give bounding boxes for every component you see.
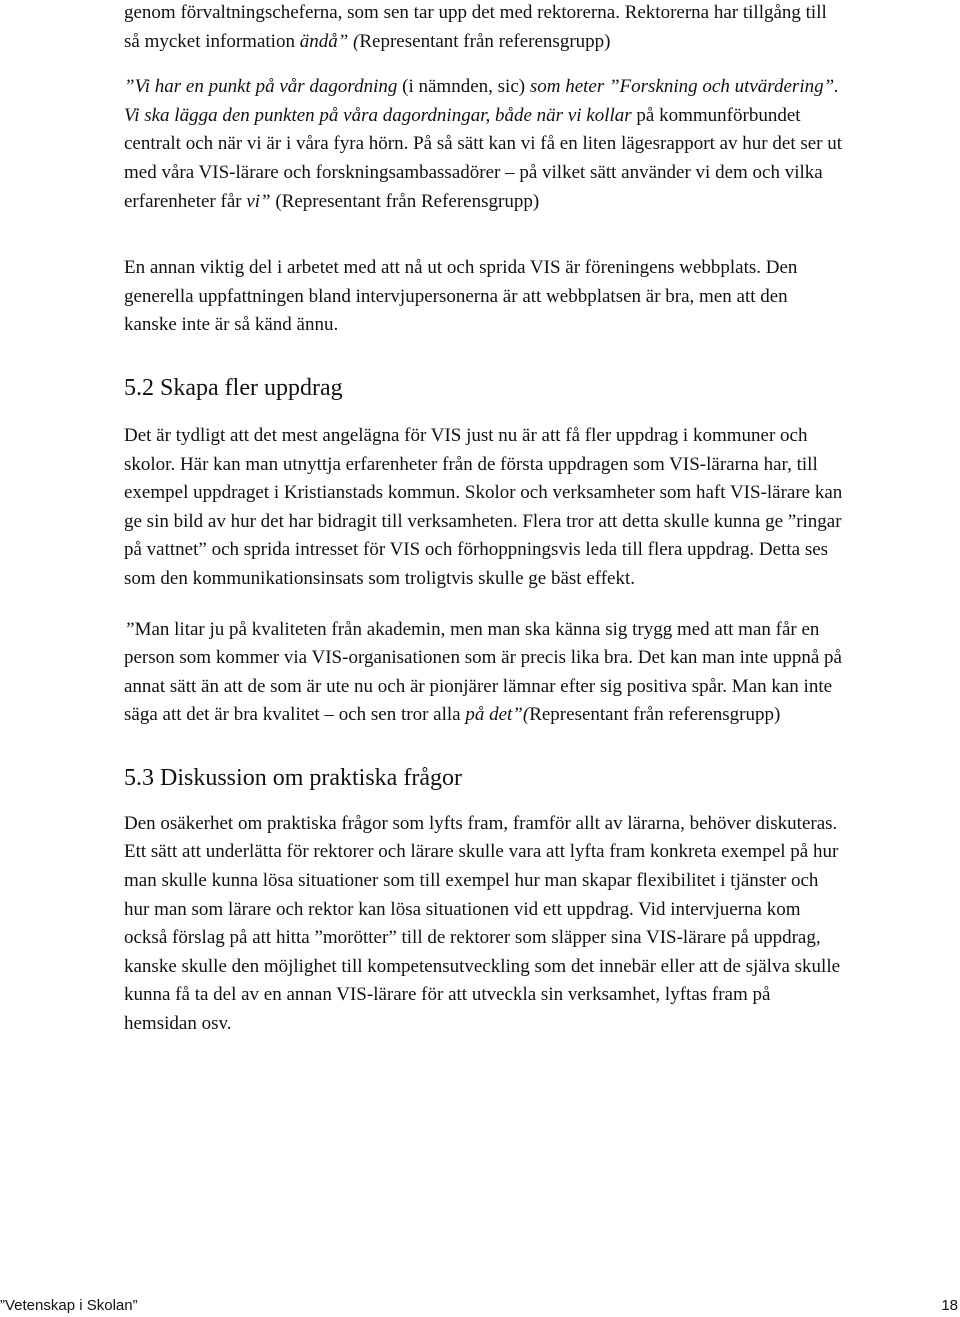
quote-1-source: (Representant från Referensgrupp) [270,190,540,212]
quote-1-italic-b: som heter ”Forskning och utvärdering”. Vi ska lägga den punkten på våra dagordningar, både när vi kollar [124,76,839,126]
quote-paragraph-1 [124,73,844,216]
paragraph-praktiska: Den osäkerhet om praktiska frågor som lyfts fram, framför allt av lärarna, behöver diskuteras. Ett sätt att underlätta för rektorer och lärare skulle vara att lyfta fram konkreta exempel på hur man skulle kunna lösa situationer som till exempel hur man skapar flexibilitet i tjänster och hur man som lärare och rektor kan lösa situationen vid ett uppdrag. Vid intervjuerna kom också förslag på att hitta ”morötter” till de rektorer som släpper sina VIS-lärare på uppdrag, kanske skulle den möjlighet till kompetensutveckling som det innebär eller att de själva skulle kunna få ta del av en annan VIS-lärare för att utveckla sin verksamhet, lyftas fram på hemsidan osv. [124,812,841,1035]
quote-paragraph-2 [124,616,844,730]
quote-2-italic: på det”( [465,704,530,726]
footer-title: ”Vetenskap i Skolan” [0,1297,138,1314]
paragraph-1-italic: ändå” [299,30,349,52]
quote-1-italic-c: vi” [246,190,271,212]
quote-2-source: Representant från referensgrupp) [529,704,781,726]
quote-1-aside: (i nämnden, sic) [397,76,530,98]
quote-1-text: på kommunförbundet centralt och när vi är i våra fyra hörn. På så sätt kan vi få en liten lägesrapport av hur det ser ut med våra VIS-lärare och forskningsambassadörer – på vilket sätt använder vi dem och vilka erfarenheter får [124,104,843,212]
section-heading-5-2: 5.2 Skapa fler uppdrag [124,374,343,401]
quote-2-text: Man litar ju på kvaliteten från akademin, men man ska känna sig trygg med att man får en person som kommer via VIS-organisationen som är precis lika bra. Det kan man inte uppnå på annat sätt än att de som är ute nu och är pionjärer lämnar efter sig positiva spår. Man kan inte säga att det är bra kvalitet – och sen tror alla [124,618,842,726]
paragraph-uppdrag: Det är tydligt att det mest angelägna för VIS just nu är att få fler uppdrag i kommuner och skolor. Här kan man utnyttja erfarenheter från de första uppdragen som VIS-lärarna har, till exempel uppdraget i Kristianstads kommun. Skolor och verksamheter som haft VIS-lärare kan ge sin bild av hur det har bidragit till verksamheten. Flera tror att detta skulle kunna ge ”ringar på vattnet” och sprida intresset för VIS och förhoppningsvis leda till flera uppdrag. Detta ses som den kommunikationsinsats som troligtvis skulle ge bäst effekt. [124,424,843,589]
paragraph-1 [124,0,844,56]
paragraph-1-text: genom förvaltningscheferna, som sen tar upp det med rektorerna. Rektorerna har tillgång till så mycket information [124,2,827,52]
page-footer [0,1295,960,1317]
document-page [124,0,844,1039]
page-number: 18 [941,1297,958,1314]
quote-2-open: ” [124,618,135,640]
paragraph-1-paren: ( [348,30,360,52]
paragraph-webbplats: En annan viktig del i arbetet med att nå ut och sprida VIS är föreningens webbplats. Den generella uppfattningen bland intervjupersonerna är att webbplatsen är bra, men att den kanske inte är så känd ännu. [124,257,798,336]
paragraph-1-source: Representant från referensgrupp) [359,30,611,52]
section-heading-5-3: 5.3 Diskussion om praktiska frågor [124,764,462,791]
quote-1-italic-a: ”Vi har en punkt på vår dagordning [124,76,398,98]
